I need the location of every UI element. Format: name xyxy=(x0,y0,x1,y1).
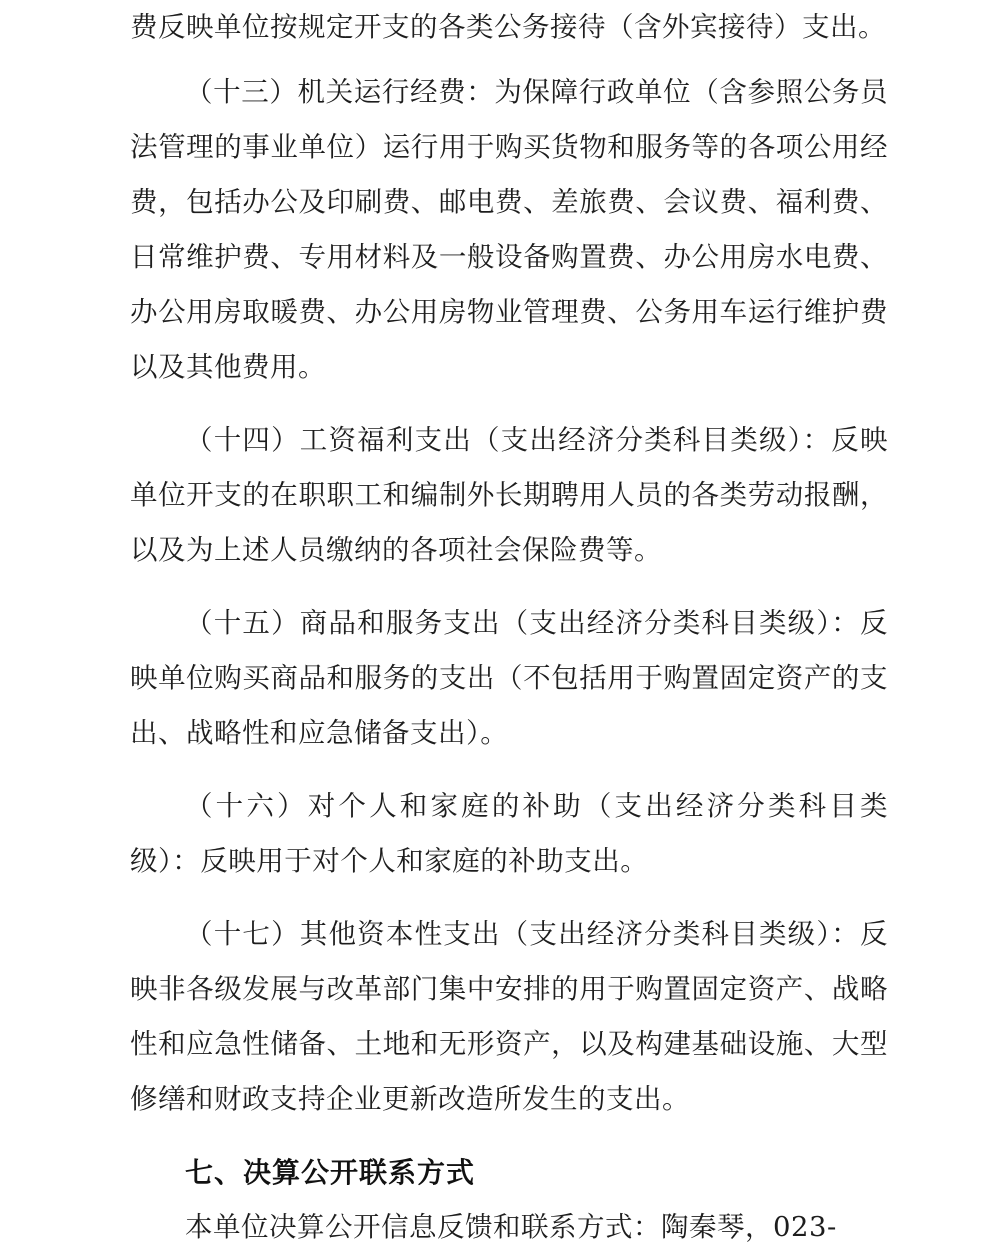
paragraph-item-14: （十四）工资福利支出（支出经济分类科目类级）：反映单位开支的在职职工和编制外长期聘用人员的各类劳动报酬，以及为上述人员缴纳的各项社会保险费等。 xyxy=(130,424,888,566)
paragraph-continued-hospitality: 费反映单位按规定开支的各类公务接待（含外宾接待）支出。 xyxy=(130,11,886,43)
paragraph-spacer xyxy=(130,761,888,779)
paragraph-spacer xyxy=(130,395,888,413)
paragraph-contact-info: 本单位决算公开信息反馈和联系方式：陶秦琴，023- xyxy=(185,1211,837,1243)
paragraph-item-17: （十七）其他资本性支出（支出经济分类科目类级）：反映非各级发展与改革部门集中安排的用于购置固定资产、战略性和应急性储备、土地和无形资产，以及构建基础设施、大型修缮和财政支持企业更新改造所发生的支出。 xyxy=(130,918,888,1115)
paragraph-item-13: （十三）机关运行经费：为保障行政单位（含参照公务员法管理的事业单位）运行用于购买货物和服务等的各项公用经费，包括办公及印刷费、邮电费、差旅费、会议费、福利费、日常维护费、专用材料及一般设备购置费、办公用房水电费、办公用房取暖费、办公用房物业管理费、公务用车运行维护费以及其他费用。 xyxy=(130,76,888,383)
paragraph-item-15: （十五）商品和服务支出（支出经济分类科目类级）：反映单位购买商品和服务的支出（不包括用于购置固定资产的支出、战略性和应急储备支出）。 xyxy=(130,607,888,749)
paragraph-spacer xyxy=(130,578,888,596)
paragraph-spacer xyxy=(130,889,888,907)
section-heading-contact: 七、决算公开联系方式 xyxy=(185,1156,476,1189)
section-spacer xyxy=(130,1127,888,1145)
paragraph-spacer xyxy=(130,55,888,65)
paragraph-item-16: （十六）对个人和家庭的补助（支出经济分类科目类级）：反映用于对个人和家庭的补助支出。 xyxy=(130,790,888,877)
